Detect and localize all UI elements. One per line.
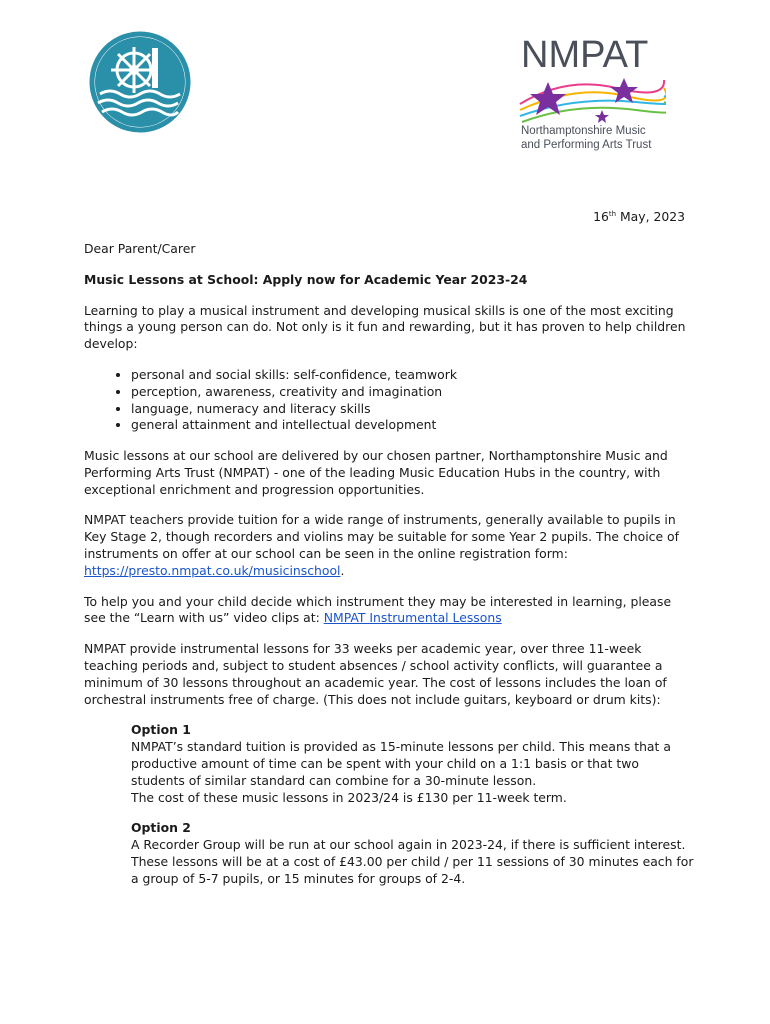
- instruments-text-end: .: [340, 562, 345, 578]
- list-item: • language, numeracy and literacy skills: [131, 401, 694, 418]
- lessons-paragraph: NMPAT provide instrumental lessons for 33 weeks per academic year, over three 11-week teaching periods and, subject to student absences / school activity conflicts, will guarantee a minimum of 30 lessons throughout an academic year. The cost of lessons includes the loan of orchestral instruments free of charge. (This does not include guitars, keyboard or drum kits):: [84, 641, 667, 707]
- nmpat-logo-text: NMPAT: [521, 34, 649, 76]
- instruments-paragraph: [84, 512, 694, 579]
- partner-paragraph: Music lessons at our school are delivered by our chosen partner, Northamptonshire Music and Performing Arts Trust (NMPAT) - one of the leading Music Education Hubs in the country, with exceptional enrichment and progression opportunities.: [84, 448, 668, 497]
- option-1-text: NMPAT’s standard tuition is provided as 15-minute lessons per child. This means that a productive amount of time can be spent with your child on a 1:1 basis or that two students of similar standard can combine for a 30-minute lesson.: [131, 739, 671, 788]
- nmpat-subtitle-line2: and Performing Arts Trust: [521, 139, 652, 151]
- date-day: 16: [593, 209, 609, 225]
- list-item: • general attainment and intellectual development: [131, 417, 694, 434]
- option-1-title: Option 1: [131, 722, 191, 738]
- option-2-title: Option 2: [131, 820, 191, 836]
- intro-paragraph: Learning to play a musical instrument and developing musical skills is one of the most exciting things a young person can do. Not only is it fun and rewarding, but it has proven to help children develop:: [84, 302, 686, 352]
- option-1: [131, 722, 694, 806]
- instruments-text: NMPAT teachers provide tuition for a wide range of instruments, generally available to pupils in Key Stage 2, though recorders and violins may be suitable for some Year 2 pupils. The choice of instruments on offer at our school can be seen in the online registration form:: [84, 512, 679, 562]
- list-item: • perception, awareness, creativity and imagination: [131, 384, 694, 401]
- nmpat-subtitle: [521, 124, 691, 152]
- date-rest: May, 2023: [616, 209, 685, 225]
- registration-link[interactable]: https://presto.nmpat.co.uk/musicinschool: [84, 562, 341, 578]
- nmpat-subtitle-line1: Northamptonshire Music: [521, 125, 646, 137]
- list-item: • personal and social skills: self-confidence, teamwork: [131, 367, 694, 384]
- option-2: [131, 820, 694, 887]
- option-1-cost: The cost of these music lessons in 2023/24 is £130 per 11-week term.: [131, 789, 567, 805]
- instrumental-lessons-link[interactable]: NMPAT Instrumental Lessons: [323, 610, 502, 626]
- video-paragraph: [84, 594, 694, 628]
- salutation: Dear Parent/Carer: [84, 240, 196, 256]
- date-suffix: th: [608, 210, 617, 218]
- letter-heading: Music Lessons at School: Apply now for Academic Year 2023-24: [84, 271, 528, 287]
- letter-body: [84, 206, 694, 902]
- video-text: To help you and your child decide which instrument they may be interested in learning, please see the “Learn with us” video clips at:: [84, 593, 672, 626]
- letter-date: [84, 206, 694, 226]
- school-logo: [86, 30, 194, 134]
- benefits-list: [84, 367, 694, 434]
- option-2-text: A Recorder Group will be run at our school again in 2023-24, if there is sufficient interest. These lessons will be at a cost of £43.00 per child / per 11 sessions of 30 minutes each for a group of 5-7 pupils, or 15 minutes for groups of 2-4.: [131, 837, 694, 886]
